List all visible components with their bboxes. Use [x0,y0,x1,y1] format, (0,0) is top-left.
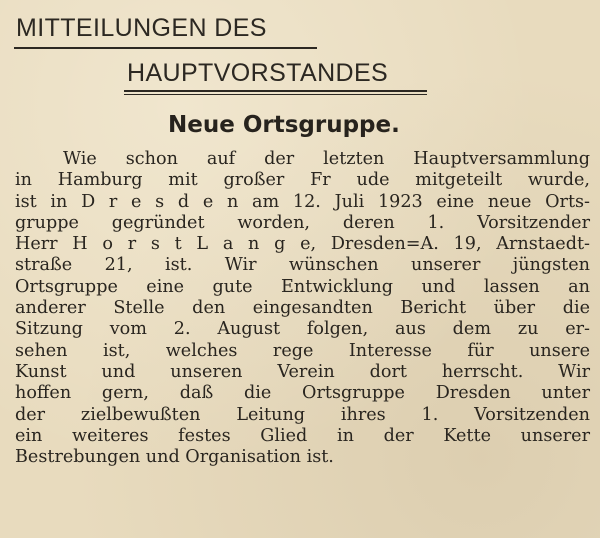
article-line: Ortsgruppe eine gute Entwicklung und lassen an [15,276,590,297]
heading-rule-bottom [124,90,427,92]
article-line: Bestrebungen und Organisation ist. [15,447,334,468]
article-line: sehen ist, welches rege Interesse für unsere [15,340,590,361]
heading-rule-top [14,47,317,49]
article-line: ein weiteres festes Glied in der Kette unserer [15,425,590,446]
article-line: straße 21, ist. Wir wünschen unserer jüngsten [15,255,590,276]
article-body [15,149,590,468]
article-line: ist in D r e s d e n am 12. Juli 1923 eine neue Orts- [15,191,590,212]
heading-rule-bottom-thin [124,94,427,95]
article-line: anderer Stelle den eingesandten Bericht über die [15,298,590,319]
article-title: Neue Ortsgruppe. [168,112,400,138]
article-line: hoffen gern, daß die Ortsgruppe Dresden unter [15,383,590,404]
section-heading-line1: MITTEILUNGEN DES [16,14,267,42]
article-line: Wie schon auf der letzten Hauptversammlung [63,149,590,169]
section-heading-line2: HAUPTVORSTANDES [127,59,389,87]
article-line: der zielbewußten Leitung ihres 1. Vorsitzenden [15,404,590,425]
article-line: Herr H o r s t L a n g e, Dresden=A. 19, Arnstaedt- [15,234,590,255]
article-line: in Hamburg mit großer Fr ude mitgeteilt wurde, [15,170,590,191]
article-line: gruppe gegründet worden, deren 1. Vorsitzender [15,212,590,233]
article-line: Sitzung vom 2. August folgen, aus dem zu er- [15,319,590,340]
article-line: Kunst und unseren Verein dort herrscht. Wir [15,361,590,382]
